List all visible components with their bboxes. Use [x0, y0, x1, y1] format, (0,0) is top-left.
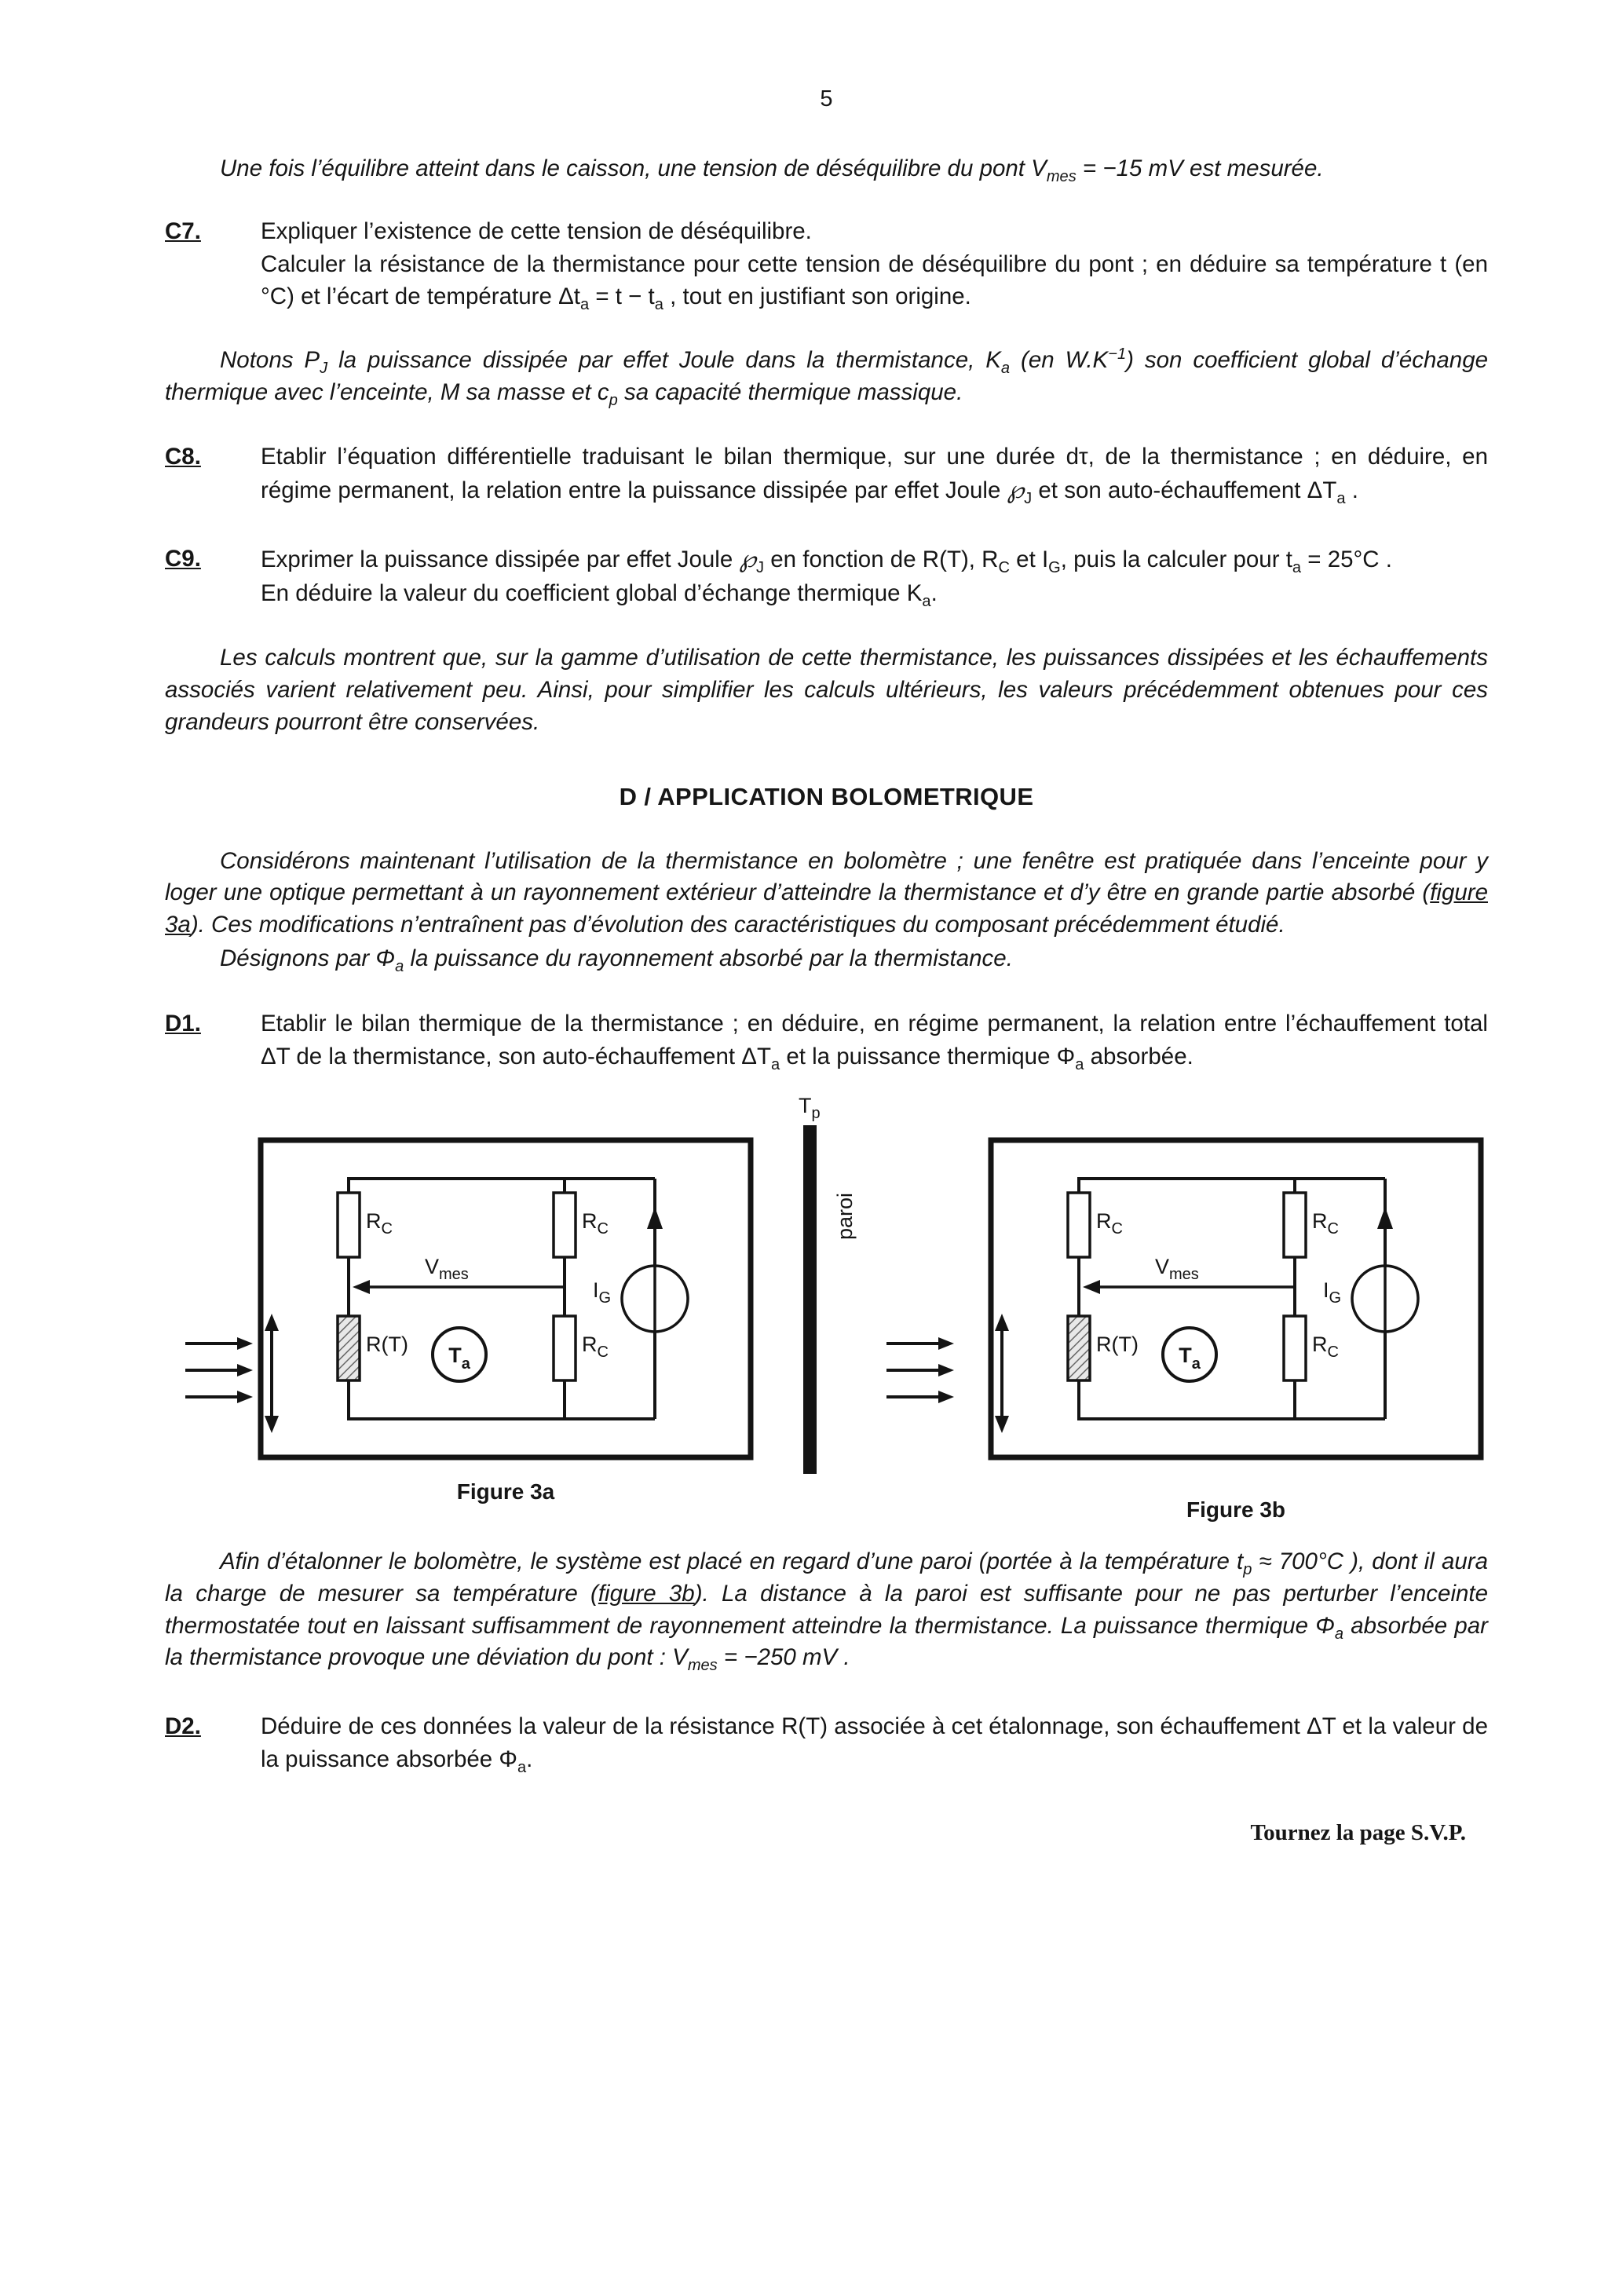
question-c7-text: Expliquer l’existence de cette tension de déséquilibre. Calculer la résistance de la thermistance pour cette tension de déséquilibre du pont ; en déduire sa température t (en °C) et l’écart de température $\Delta t_a = t - t_a$ , tout en justifiant son origine. — [261, 218, 1488, 314]
question-c7-label: C7. — [165, 218, 201, 244]
note-considerons-paragraph: Considérons maintenant l’utilisation de la thermistance en bolomètre ; une fenêtre est pratiquée dans l’enceinte pour y loger une optique permettant à un rayonnement extérieur d’atteindre la thermistance et d’y être en grande partie absorbé (figure 3a). Ces modifications n’entraînent pas d’évolution des caractéristiques du composant précédemment étudié. — [165, 847, 1488, 938]
label-rt: R(T) — [1096, 1333, 1139, 1357]
current-source-icon — [1352, 1207, 1418, 1332]
question-d2-label: D2. — [165, 1713, 201, 1739]
figure-3a-caption: Figure 3a — [456, 1479, 555, 1504]
note-calculs-paragraph: Les calculs montrent que, sur la gamme d’utilisation de cette thermistance, les puissances dissipées et les échauffements associés varient relativement peu. Ainsi, pour simplifier les calculs ultérieurs, les valeurs précédemment obtenues pour ces grandeurs pourront être conservées. — [165, 645, 1488, 735]
resistor-rc-bottom-right — [554, 1316, 576, 1380]
question-c9-text: Exprimer la puissance dissipée par effet Joule $℘_J$ en fonction de R(T), $R_C$ et $I_G$, puis la calculer pour $t_a = 25^\circ C$ . En déduire la valeur du coefficient global d’échange thermique $K_a$. — [261, 544, 1393, 610]
question-c8 — [165, 441, 1488, 508]
question-d2-text: Déduire de ces données la valeur de la résistance R(T) associée à cet étalonnage, son échauffement ΔT et la valeur de la puissance absorbée $\Phi_a$. — [261, 1713, 1488, 1776]
figure-3b-caption: Figure 3b — [1186, 1497, 1285, 1523]
question-c9-label: C9. — [165, 545, 201, 572]
question-c7 — [165, 215, 1488, 314]
resistor-rc-top-right — [554, 1193, 576, 1257]
label-rc-bottom-right: $R_C$ — [582, 1333, 609, 1362]
label-rc-top-right: $R_C$ — [1312, 1209, 1339, 1238]
question-c8-text: Etablir l’équation différentielle traduisant le bilan thermique, sur une durée dτ, de la thermistance ; en déduire, en régime permanent, la relation entre la puissance dissipée par effet Joule $℘_J$ et son auto-échauffement $\Delta T_a$ . — [261, 443, 1488, 507]
thermistor-rt — [1068, 1316, 1090, 1380]
resistor-rc-top-right — [1284, 1193, 1306, 1257]
resistor-rc-bottom-right — [1284, 1316, 1306, 1380]
question-c9 — [165, 543, 1488, 610]
note-designons-paragraph: Désignons par $\Phi_a$ la puissance du rayonnement absorbé par la thermistance. — [220, 945, 1013, 975]
note-joule-paragraph: Notons $P_J$ la puissance dissipée par effet Joule dans la thermistance, $K_a$ (en $W.K^{-1}$) son coefficient global d’échange thermique avec l’enceinte, M sa masse et $c_p$ sa capacité thermique massique. — [165, 345, 1489, 409]
section-heading: D / APPLICATION BOLOMETRIQUE — [619, 782, 1034, 810]
label-rc-bottom-right: $R_C$ — [1312, 1333, 1339, 1362]
page-footer: Tournez la page S.V.P. — [1250, 1819, 1466, 1845]
label-ig: $I_G$ — [593, 1278, 612, 1307]
question-d1-label: D1. — [165, 1011, 201, 1037]
label-rc-top-right: $R_C$ — [582, 1209, 609, 1238]
label-rt: R(T) — [366, 1333, 408, 1357]
label-rc-top-left: $R_C$ — [1096, 1209, 1123, 1238]
note-etalonnage-paragraph: Afin d’étalonner le bolomètre, le système est placé en regard d’une paroi (portée à la température $t_p \approx 700^\circ C$ ), dont il aura la charge de mesurer sa température (figure 3b). La distance à la paroi est suffisante pour ne pas perturber l’enceinte thermostatée tout en laissant suffisamment de rayonnement atteindre la thermistance. La puissance thermique $\Phi_a$ absorbée par la thermistance provoque une déviation du pont : $V_{mes} = -250$ mV . — [165, 1548, 1489, 1675]
paroi-wall — [803, 1125, 817, 1474]
label-ta: $T_a$ — [1179, 1344, 1201, 1373]
current-source-icon — [622, 1207, 688, 1332]
question-d2 — [165, 1710, 1488, 1776]
question-c8-label: C8. — [165, 443, 201, 470]
window-double-arrow-icon — [995, 1314, 1009, 1433]
figure-3a — [176, 1130, 761, 1504]
window-double-arrow-icon — [265, 1314, 279, 1433]
figure-3b — [783, 1089, 1490, 1523]
thermistor-rt — [338, 1316, 360, 1380]
intro-paragraph: Une fois l’équilibre atteint dans le caisson, une tension de déséquilibre du pont $V_{mes} = -15$ mV est mesurée. — [220, 155, 1324, 185]
resistor-rc-top-left — [338, 1193, 360, 1257]
figure-3a-diagram — [176, 1130, 761, 1468]
figure-3b-diagram — [783, 1089, 1490, 1486]
label-paroi: paroi — [833, 1193, 857, 1241]
label-ta: $T_a$ — [448, 1344, 470, 1373]
question-d1 — [165, 1007, 1488, 1073]
figures-row — [165, 1089, 1488, 1523]
label-vmes: $V_{mes}$ — [425, 1255, 469, 1284]
radiation-arrows-icon — [886, 1337, 954, 1403]
resistor-rc-top-left — [1068, 1193, 1090, 1257]
label-tp: $T_p$ — [799, 1094, 821, 1123]
question-d1-text: Etablir le bilan thermique de la thermistance ; en déduire, en régime permanent, la relation entre l’échauffement total ΔT de la thermistance, son auto-échauffement $\Delta T_a$ et la puissance thermique $\Phi_a$ absorbée. — [261, 1011, 1488, 1074]
label-rc-top-left: $R_C$ — [366, 1209, 393, 1238]
page-number: 5 — [820, 86, 833, 112]
label-ig: $I_G$ — [1323, 1278, 1342, 1307]
radiation-arrows-icon — [185, 1337, 253, 1403]
label-vmes: $V_{mes}$ — [1155, 1255, 1199, 1284]
